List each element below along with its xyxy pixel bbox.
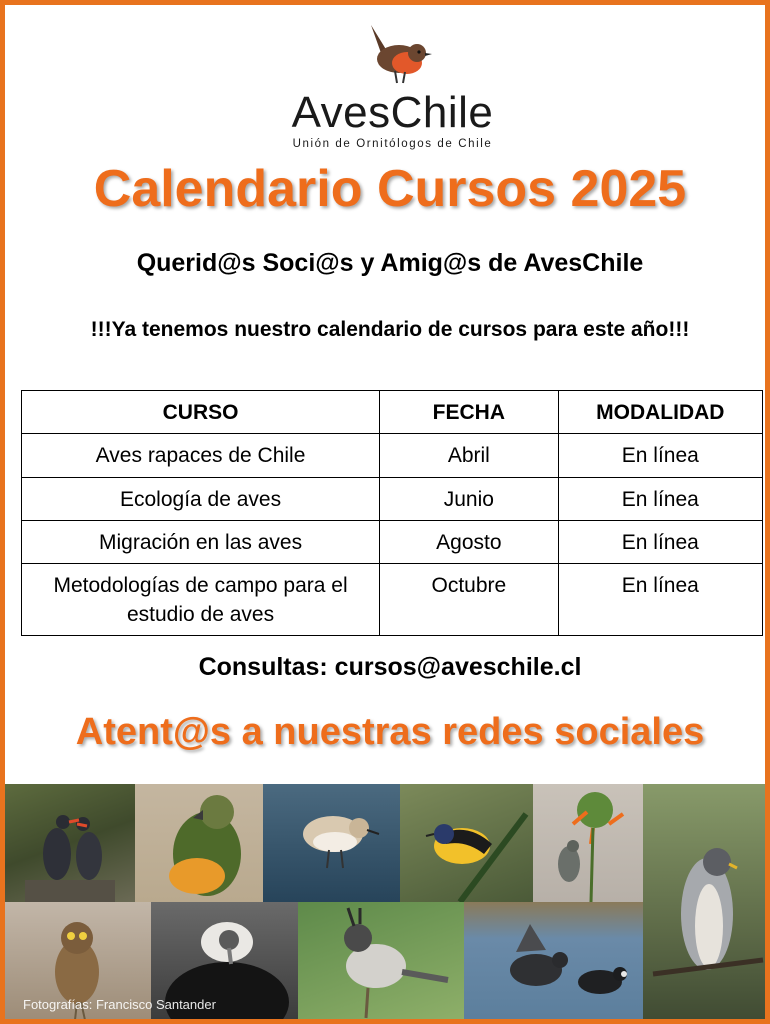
courses-table bbox=[21, 390, 763, 636]
column-header-fecha: FECHA bbox=[380, 391, 559, 434]
photo-hawk bbox=[643, 784, 770, 1024]
logo-subtitle: Unión de Ornitólogos de Chile bbox=[292, 138, 493, 150]
page-title: Calendario Cursos 2025 bbox=[93, 160, 687, 218]
photo-tit-tyrant bbox=[298, 902, 464, 1024]
column-header-curso: CURSO bbox=[22, 391, 380, 434]
column-header-modalidad: MODALIDAD bbox=[558, 391, 762, 434]
photo-yellow-bird bbox=[400, 784, 533, 902]
logo-wordmark: AvesChile bbox=[291, 88, 494, 137]
announcement: !!!Ya tenemos nuestro calendario de cursos para este año!!! bbox=[90, 318, 690, 341]
course-date: Junio bbox=[380, 477, 559, 520]
table-row bbox=[22, 564, 763, 636]
course-mode: En línea bbox=[558, 521, 762, 564]
table-row bbox=[22, 521, 763, 564]
photo-parrot bbox=[135, 784, 263, 902]
course-name: Ecología de aves bbox=[22, 477, 380, 520]
photo-credit: Fotografías: Francisco Santander bbox=[23, 997, 216, 1012]
course-mode: En línea bbox=[558, 434, 762, 477]
greeting: Querid@s Soci@s y Amig@s de AvesChile bbox=[136, 249, 644, 277]
course-name: Migración en las aves bbox=[22, 521, 380, 564]
aveschile-logo bbox=[270, 23, 515, 150]
table-header-row bbox=[22, 391, 763, 434]
course-name: Aves rapaces de Chile bbox=[22, 434, 380, 477]
photo-cormorants bbox=[5, 784, 135, 902]
table-row bbox=[22, 434, 763, 477]
photo-hummingbird-flower bbox=[533, 784, 643, 902]
photo-sandpiper bbox=[263, 784, 400, 902]
photo-coots bbox=[464, 902, 643, 1024]
course-mode: En línea bbox=[558, 477, 762, 520]
course-date: Abril bbox=[380, 434, 559, 477]
social-media-callout: Atent@s a nuestras redes sociales bbox=[75, 711, 705, 753]
bird-logo-icon bbox=[365, 23, 435, 85]
course-date: Octubre bbox=[380, 564, 559, 636]
course-mode: En línea bbox=[558, 564, 762, 636]
table-row bbox=[22, 477, 763, 520]
course-date: Agosto bbox=[380, 521, 559, 564]
contact-info: Consultas: cursos@aveschile.cl bbox=[198, 653, 582, 681]
course-name: Metodologías de campo para el estudio de aves bbox=[22, 564, 380, 636]
